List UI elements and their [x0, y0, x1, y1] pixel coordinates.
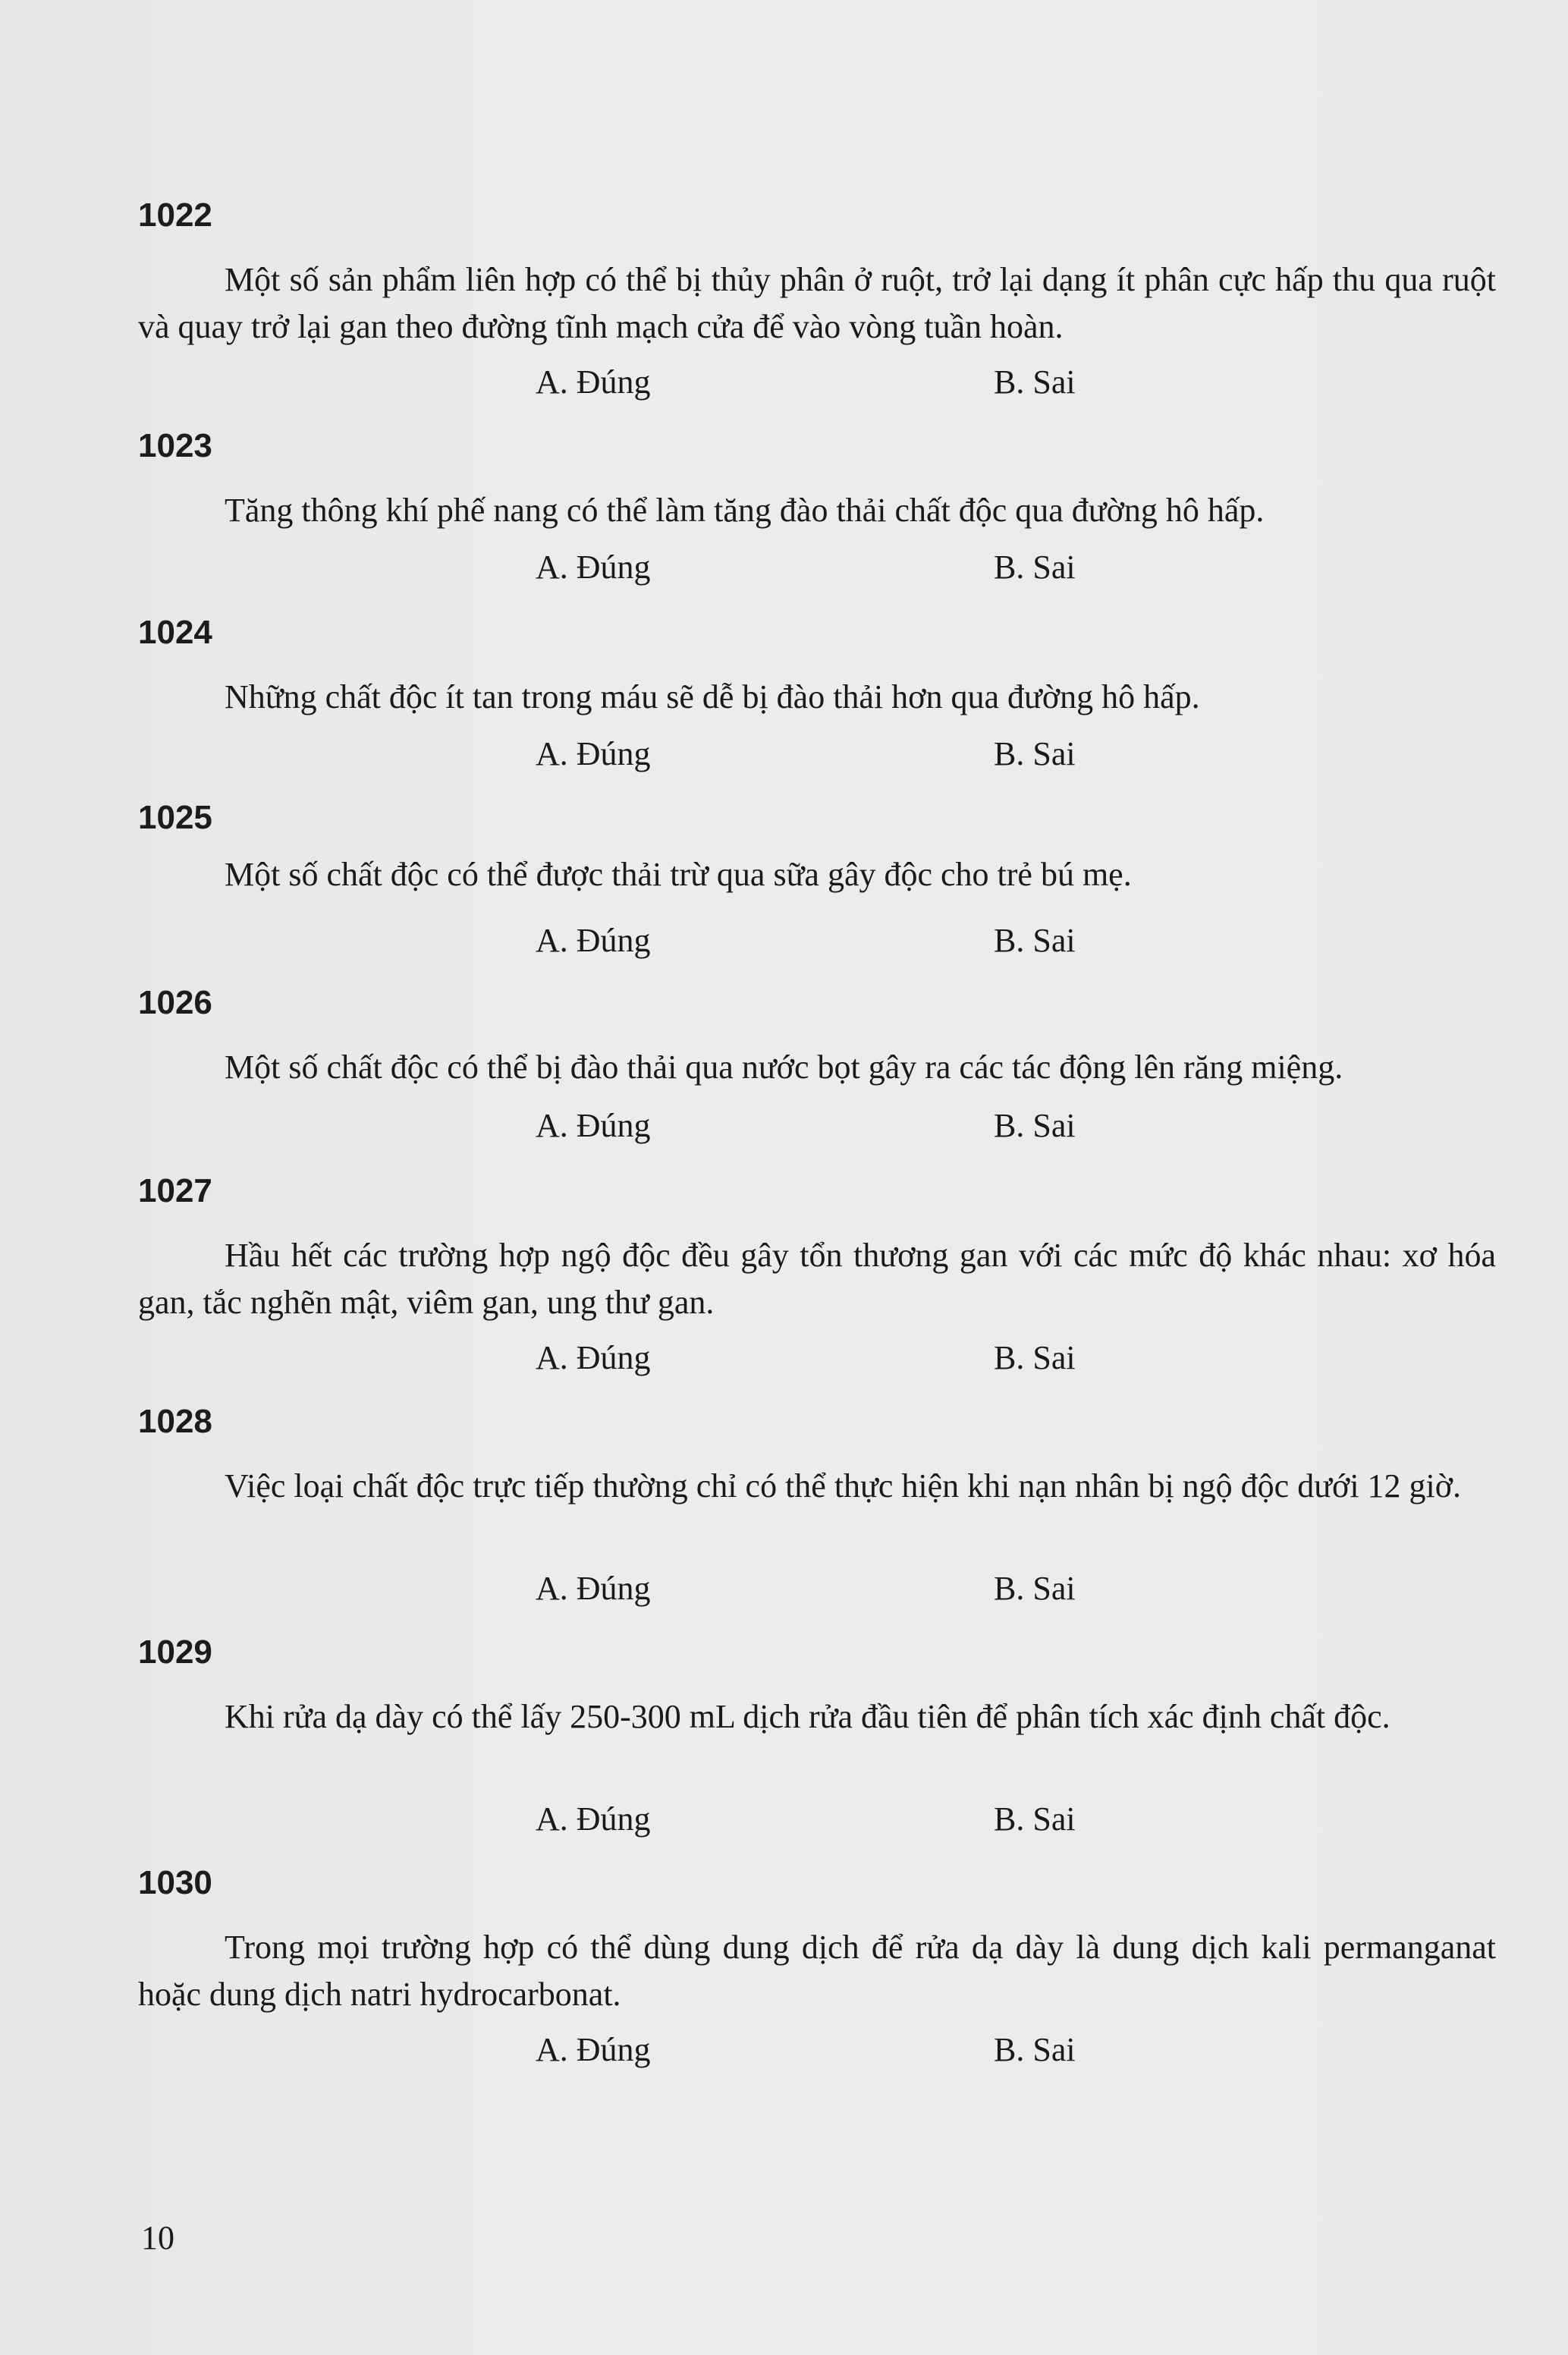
question-text: Một số sản phẩm liên hợp có thể bị thủy phân ở ruột, trở lại dạng ít phân cực hấp thu qua ruột và quay trở lại gan theo đường tĩnh mạch cửa để vào vòng tuần hoàn. — [138, 261, 1496, 345]
page-number: 10 — [141, 2219, 174, 2256]
option-a: A. Đúng — [536, 549, 651, 586]
question-text: Hầu hết các trường hợp ngộ độc đều gây tổn thương gan với các mức độ khác nhau: xơ hóa gan, tắc nghẽn mật, viêm gan, ung thư gan. — [138, 1237, 1496, 1321]
option-a: A. Đúng — [536, 1800, 651, 1838]
question-text: Những chất độc ít tan trong máu sẽ dễ bị đào thải hơn qua đường hô hấp. — [225, 678, 1200, 715]
option-a: A. Đúng — [536, 2031, 651, 2068]
question-number: 1022 — [138, 197, 212, 234]
question-text: Trong mọi trường hợp có thể dùng dung dịch để rửa dạ dày là dung dịch kali permanganat hoặc dung dịch natri hydrocarbonat. — [138, 1929, 1496, 2013]
option-a: A. Đúng — [536, 735, 651, 772]
question-number: 1024 — [138, 614, 212, 651]
option-b: B. Sai — [994, 363, 1076, 401]
option-a: A. Đúng — [536, 363, 651, 401]
option-b: B. Sai — [994, 735, 1076, 772]
option-b: B. Sai — [994, 1800, 1076, 1838]
question-number: 1025 — [138, 799, 212, 836]
option-b: B. Sai — [994, 922, 1076, 959]
question-number: 1030 — [138, 1864, 212, 1901]
option-a: A. Đúng — [536, 922, 651, 959]
question-text: Một số chất độc có thể bị đào thải qua nước bọt gây ra các tác động lên răng miệng. — [225, 1049, 1343, 1086]
option-a: A. Đúng — [536, 1339, 651, 1376]
option-b: B. Sai — [994, 2031, 1076, 2068]
option-b: B. Sai — [994, 1339, 1076, 1376]
question-number: 1027 — [138, 1172, 212, 1209]
question-number: 1029 — [138, 1633, 212, 1671]
option-a: A. Đúng — [536, 1570, 651, 1607]
option-b: B. Sai — [994, 1107, 1076, 1144]
option-a: A. Đúng — [536, 1107, 651, 1144]
option-b: B. Sai — [994, 1570, 1076, 1607]
question-number: 1026 — [138, 984, 212, 1021]
question-text: Khi rửa dạ dày có thể lấy 250-300 mL dịch rửa đầu tiên để phân tích xác định chất độc. — [225, 1698, 1390, 1735]
option-b: B. Sai — [994, 549, 1076, 586]
question-number: 1023 — [138, 427, 212, 464]
question-number: 1028 — [138, 1403, 212, 1440]
question-text: Tăng thông khí phế nang có thể làm tăng đào thải chất độc qua đường hô hấp. — [225, 492, 1265, 529]
question-text: Một số chất độc có thể được thải trừ qua sữa gây độc cho trẻ bú mẹ. — [225, 856, 1132, 893]
question-text: Việc loại chất độc trực tiếp thường chỉ có thể thực hiện khi nạn nhân bị ngộ độc dưới 12 giờ. — [225, 1467, 1462, 1504]
